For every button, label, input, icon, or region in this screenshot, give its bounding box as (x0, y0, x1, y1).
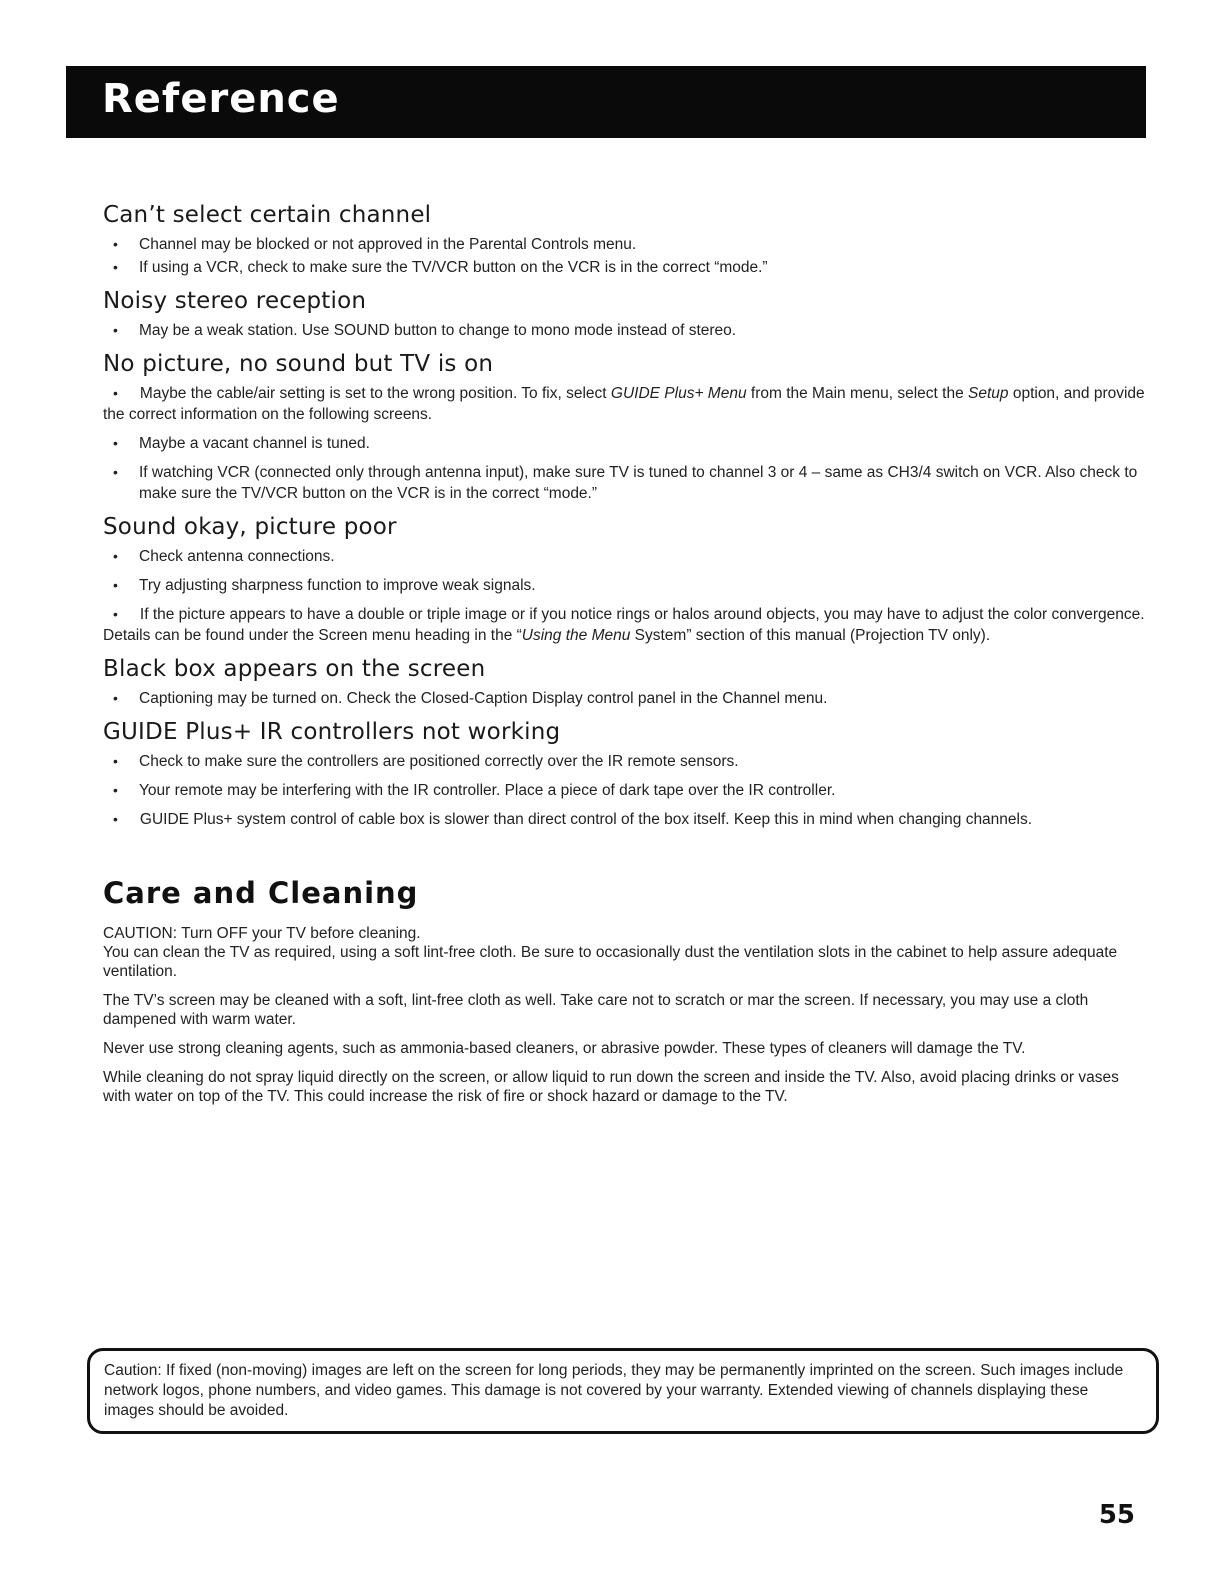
menu-reference: Using the Menu (521, 627, 631, 644)
bullet-list (103, 320, 1148, 341)
list-item (103, 383, 1148, 425)
page-title: Reference (102, 76, 340, 122)
section-sound-ok-picture-poor (103, 514, 1148, 646)
menu-reference: GUIDE Plus+ Menu (610, 385, 747, 402)
caution-box: Caution: If fixed (non-moving) images are left on the screen for long periods, they may be permanently imprinted on the screen. Such images include network logos, phone numbers, and video games. This damage is not covered by your warranty. Extended viewing of channels displaying these images should be avoided. (87, 1348, 1159, 1434)
list-item: • If watching VCR (connected only through antenna input), make sure TV is tuned to channel 3 or 4 – same as CH3/4 switch on VCR. Also check to make sure the TV/VCR button on the VCR is in the correct “mode.” (103, 462, 1148, 504)
bullet-list (103, 688, 1148, 709)
section-noisy-stereo (103, 288, 1148, 341)
care-paragraph: While cleaning do not spray liquid directly on the screen, or allow liquid to run down the screen and inside the TV. Also, avoid placing drinks or vases with water on top of the TV. This could increase the risk of fire or shock hazard or damage to the TV. (103, 1069, 1119, 1105)
caution-line: CAUTION: Turn OFF your TV before cleaning. (103, 925, 421, 942)
list-item: • May be a weak station. Use SOUND button to change to mono mode instead of stereo. (103, 320, 1148, 341)
care-paragraph: You can clean the TV as required, using a soft lint-free cloth. Be sure to occasionally dust the ventilation slots in the cabinet to help assure adequate ventilation. (103, 944, 1118, 980)
list-item: • GUIDE Plus+ system control of cable box is slower than direct control of the box itself. Keep this in mind when changing channels. (103, 809, 1148, 830)
section-cant-select-channel (103, 202, 1148, 278)
list-item (103, 604, 1148, 646)
section-black-box (103, 656, 1148, 709)
menu-reference: Setup (968, 385, 1009, 402)
section-heading: Noisy stereo reception (103, 288, 367, 314)
list-item: • If using a VCR, check to make sure the TV/VCR button on the VCR is in the correct “mode.” (103, 257, 1148, 278)
list-item: • Channel may be blocked or not approved in the Parental Controls menu. (103, 234, 1148, 255)
main-content (103, 202, 1148, 1116)
page-number: 55 (1098, 1500, 1135, 1530)
text-segment: option, and provide the correct information on the following screens. (103, 385, 1145, 423)
list-item: • Check to make sure the controllers are positioned correctly over the IR remote sensors. (103, 751, 1148, 772)
bullet-list (103, 234, 1148, 278)
header-bar (66, 66, 1146, 138)
section-heading: Black box appears on the screen (103, 656, 486, 682)
section-no-picture-no-sound (103, 351, 1148, 504)
section-ir-controllers (103, 719, 1148, 830)
bullet-list (103, 751, 1148, 830)
text-segment: If the picture appears to have a double or triple image or if you notice rings or halos around objects, you may have to adjust the color convergence. Details can be found under the Screen menu heading in the “ (103, 606, 1145, 644)
list-item: • Maybe a vacant channel is tuned. (103, 433, 1148, 454)
text-segment: System” section of this manual (Projection TV only). (630, 627, 991, 644)
list-item: • Captioning may be turned on. Check the Closed-Caption Display control panel in the Channel menu. (103, 688, 1148, 709)
bullet-list (103, 546, 1148, 646)
text-segment: Maybe the cable/air setting is set to the wrong position. To fix, select (139, 385, 611, 402)
list-item: • Your remote may be interfering with the IR controller. Place a piece of dark tape over the IR controller. (103, 780, 1148, 801)
care-heading: Care and Cleaning (103, 876, 419, 910)
care-paragraph: Never use strong cleaning agents, such as ammonia-based cleaners, or abrasive powder. These types of cleaners will damage the TV. (103, 1040, 1026, 1057)
bullet-list (103, 383, 1148, 504)
section-heading: GUIDE Plus+ IR controllers not working (103, 719, 561, 745)
care-and-cleaning-section (103, 876, 1148, 1106)
section-heading: No picture, no sound but TV is on (103, 351, 494, 377)
text-segment: from the Main menu, select the (746, 385, 968, 402)
section-heading: Can’t select certain channel (103, 202, 432, 228)
list-item: • Check antenna connections. (103, 546, 1148, 567)
care-paragraph: The TV’s screen may be cleaned with a soft, lint-free cloth as well. Take care not to scratch or mar the screen. If necessary, you may use a cloth dampened with warm water. (103, 992, 1089, 1028)
list-item: • Try adjusting sharpness function to improve weak signals. (103, 575, 1148, 596)
section-heading: Sound okay, picture poor (103, 514, 397, 540)
